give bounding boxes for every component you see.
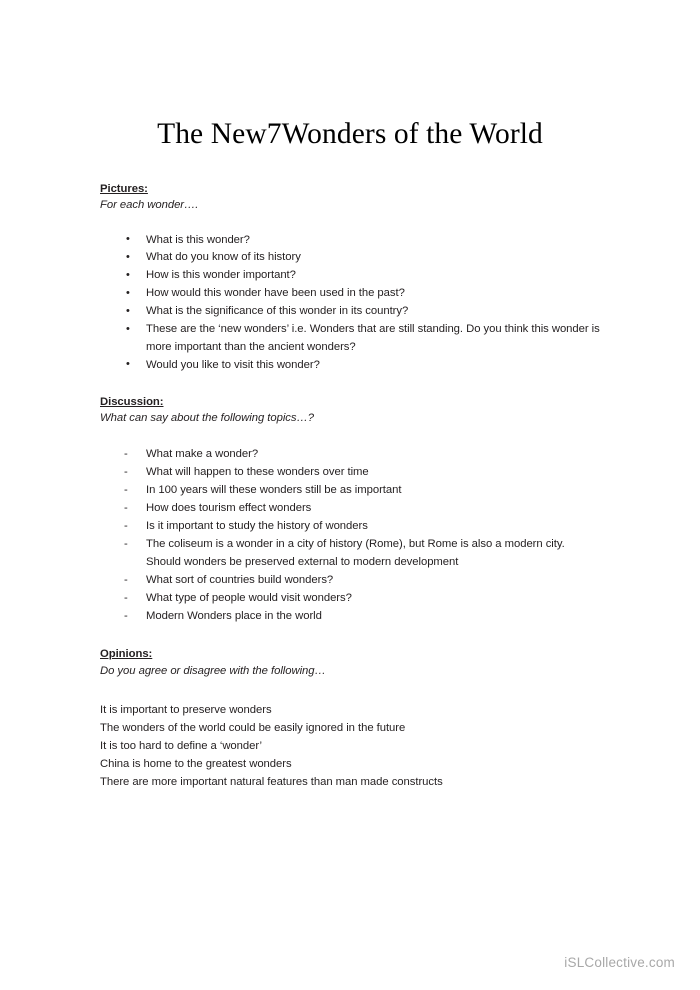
document-body	[100, 118, 600, 792]
list-item: • Would you like to visit this wonder?	[100, 357, 600, 375]
section-subtitle-discussion: What can say about the following topics…?	[100, 412, 314, 425]
section-heading-pictures: Pictures:	[100, 182, 148, 195]
list-item: - In 100 years will these wonders still be as important	[100, 482, 600, 500]
list-item: It is important to preserve wonders	[100, 704, 272, 717]
spacer	[100, 214, 600, 232]
list-item: • What is the significance of this wonder in its country?	[100, 303, 600, 321]
spacer	[100, 426, 600, 446]
list-item: • What is this wonder?	[100, 232, 600, 250]
section-heading-opinions: Opinions:	[100, 648, 153, 661]
list-item: It is too hard to define a ‘wonder’	[100, 739, 262, 752]
list-item: - Is it important to study the history of wonders	[100, 518, 600, 536]
page-title: The New7Wonders of the World	[157, 118, 543, 150]
list-item: • How would this wonder have been used in the past?	[100, 285, 600, 303]
pictures-question-list	[100, 232, 600, 375]
list-item: - Modern Wonders place in the world	[100, 608, 600, 626]
section-discussion	[100, 395, 600, 626]
list-item: The wonders of the world could be easily ignored in the future	[100, 722, 406, 735]
section-opinions	[100, 647, 600, 791]
spacer	[100, 375, 600, 395]
section-pictures	[100, 182, 600, 375]
list-item: • What do you know of its history	[100, 249, 600, 267]
list-item: - What will happen to these wonders over time	[100, 464, 600, 482]
list-item: There are more important natural features than man made constructs	[100, 775, 443, 788]
spacer	[100, 679, 600, 702]
list-item: - What make a wonder?	[100, 446, 600, 464]
list-item: - How does tourism effect wonders	[100, 500, 600, 518]
discussion-topic-list	[100, 446, 600, 625]
section-heading-discussion: Discussion:	[100, 395, 164, 408]
opinion-statement-list	[100, 702, 600, 792]
list-item: - What type of people would visit wonders?	[100, 590, 600, 608]
list-item: - What sort of countries build wonders?	[100, 572, 600, 590]
list-item: • How is this wonder important?	[100, 267, 600, 285]
list-item: China is home to the greatest wonders	[100, 757, 292, 770]
section-subtitle-opinions: Do you agree or disagree with the following…	[100, 664, 326, 677]
list-item: • These are the ‘new wonders’ i.e. Wonders that are still standing. Do you think this wonder is more important than the ancient wonders?	[100, 321, 600, 357]
list-item: - The coliseum is a wonder in a city of history (Rome), but Rome is also a modern city. Should wonders be preserved external to modern development	[100, 536, 600, 572]
spacer	[100, 625, 600, 647]
spacer	[100, 152, 600, 182]
section-subtitle-pictures: For each wonder….	[100, 199, 199, 212]
site-watermark: iSLCollective.com	[564, 955, 675, 970]
